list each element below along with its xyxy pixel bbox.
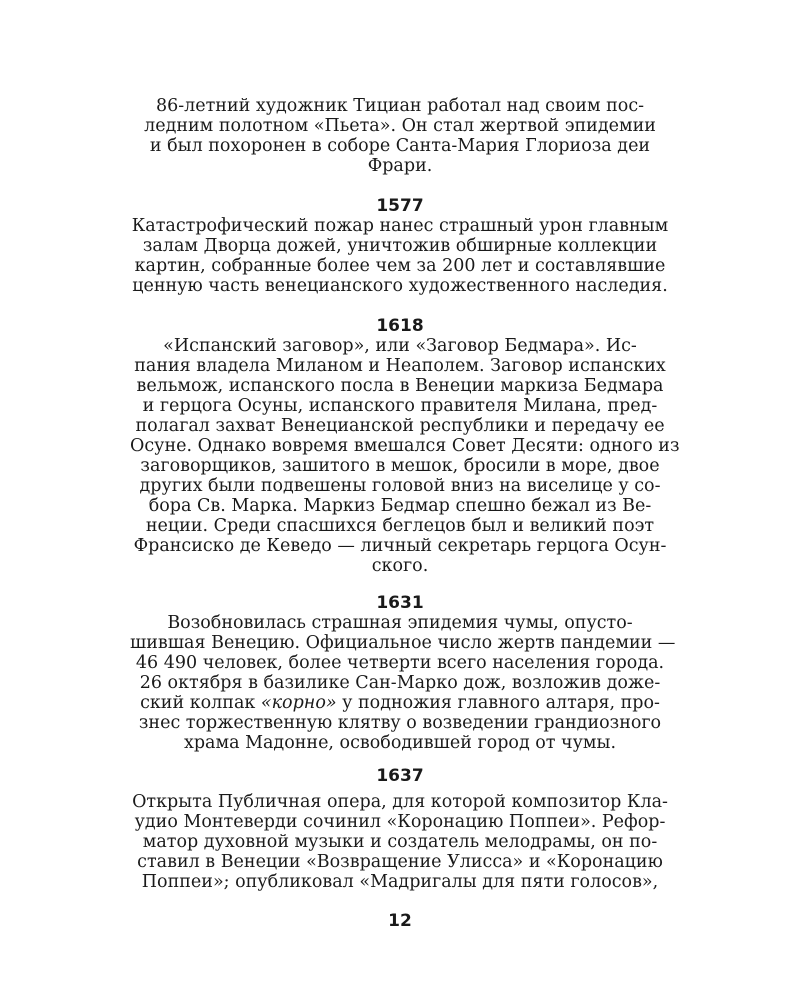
text-line: и был похоронен в соборе Санта-Мария Глориоза деи [149, 136, 651, 156]
intro-paragraph [130, 96, 670, 176]
text-line: ценную часть венецианского художественного наследия. [132, 276, 668, 296]
entry-paragraph-1637 [130, 792, 670, 892]
text-line: вельмож, испанского посла в Венеции маркиза Бедмара [136, 376, 664, 396]
text-line: Поппеи»; опубликовал «Мадригалы для пяти голосов», [141, 872, 659, 892]
text-line: Возобновилась страшная эпидемия чумы, опусто- [167, 613, 633, 633]
line-end: у подножия главного алтаря, про- [342, 693, 660, 713]
text-line: Франсиско де Кеведо — личный секретарь герцога Осун- [133, 536, 667, 556]
text-line: бора Св. Марка. Маркиз Бедмар спешно бежал из Ве- [148, 496, 652, 516]
page-number: 12 [388, 911, 412, 931]
text-line: «Испанский заговор», или «Заговор Бедмара». Ис- [163, 336, 637, 356]
text-line: Фрари. [367, 156, 433, 176]
text-line: Осуне. Однако вовремя вмешался Совет Десяти: одного из [130, 436, 680, 456]
text-line: матор духовной музыки и создатель мелодрамы, он по- [142, 832, 658, 852]
text-line: шившая Венецию. Официальное число жертв пандемии — [130, 633, 676, 653]
text-line: 86-летний художник Тициан работал над своим пос- [155, 96, 645, 116]
entry-paragraph-1618 [130, 336, 680, 576]
text-line: Катастрофический пожар нанес страшный урон главным [131, 216, 669, 236]
line-start: ский колпак [140, 693, 261, 713]
year-heading-1618: 1618 [376, 316, 424, 336]
text-line: 26 октября в базилике Сан-Марко дож, возложив доже- [139, 673, 661, 693]
text-line: картин, собранные более чем за 200 лет и составлявшие [134, 256, 666, 276]
text-line: неции. Среди спасшихся беглецов был и великий поэт [145, 516, 655, 536]
text-line: и герцога Осуны, испанского правителя Милана, пред- [142, 396, 658, 416]
year-heading-1631: 1631 [376, 593, 424, 613]
text-line: удио Монтеверди сочинил «Коронацию Поппеи». Рефор- [134, 812, 666, 832]
text-line: Открыта Публичная опера, для которой композитор Кла- [132, 792, 668, 812]
text-line: ского. [371, 556, 429, 576]
text-line [130, 693, 670, 713]
text-line: ледним полотном «Пьета». Он стал жертвой эпидемии [144, 116, 656, 136]
year-heading-1637: 1637 [376, 766, 424, 786]
text-line: заговорщиков, зашитого в мешок, бросили в море, двое [140, 456, 660, 476]
text-line: пания владела Миланом и Неаполем. Заговор испанских [134, 356, 666, 376]
italic-term: «корно» [260, 693, 337, 713]
text-line: знес торжественную клятву о возведении грандиозного [138, 713, 662, 733]
year-heading-1577: 1577 [376, 196, 424, 216]
text-line: ставил в Венеции «Возвращение Улисса» и «Коронацию [137, 852, 663, 872]
text-line: других были подвешены головой вниз на виселице у со- [139, 476, 661, 496]
entry-paragraph-1631 [130, 613, 676, 753]
text-line: храма Мадонне, освободившей город от чумы. [183, 733, 617, 753]
entry-paragraph-1577 [130, 216, 670, 296]
text-line: 46 490 человек, более четверти всего населения города. [135, 653, 665, 673]
text-line: залам Дворца дожей, уничтожив обширные коллекции [142, 236, 658, 256]
text-line: полагал захват Венецианской республики и передачу ее [135, 416, 665, 436]
